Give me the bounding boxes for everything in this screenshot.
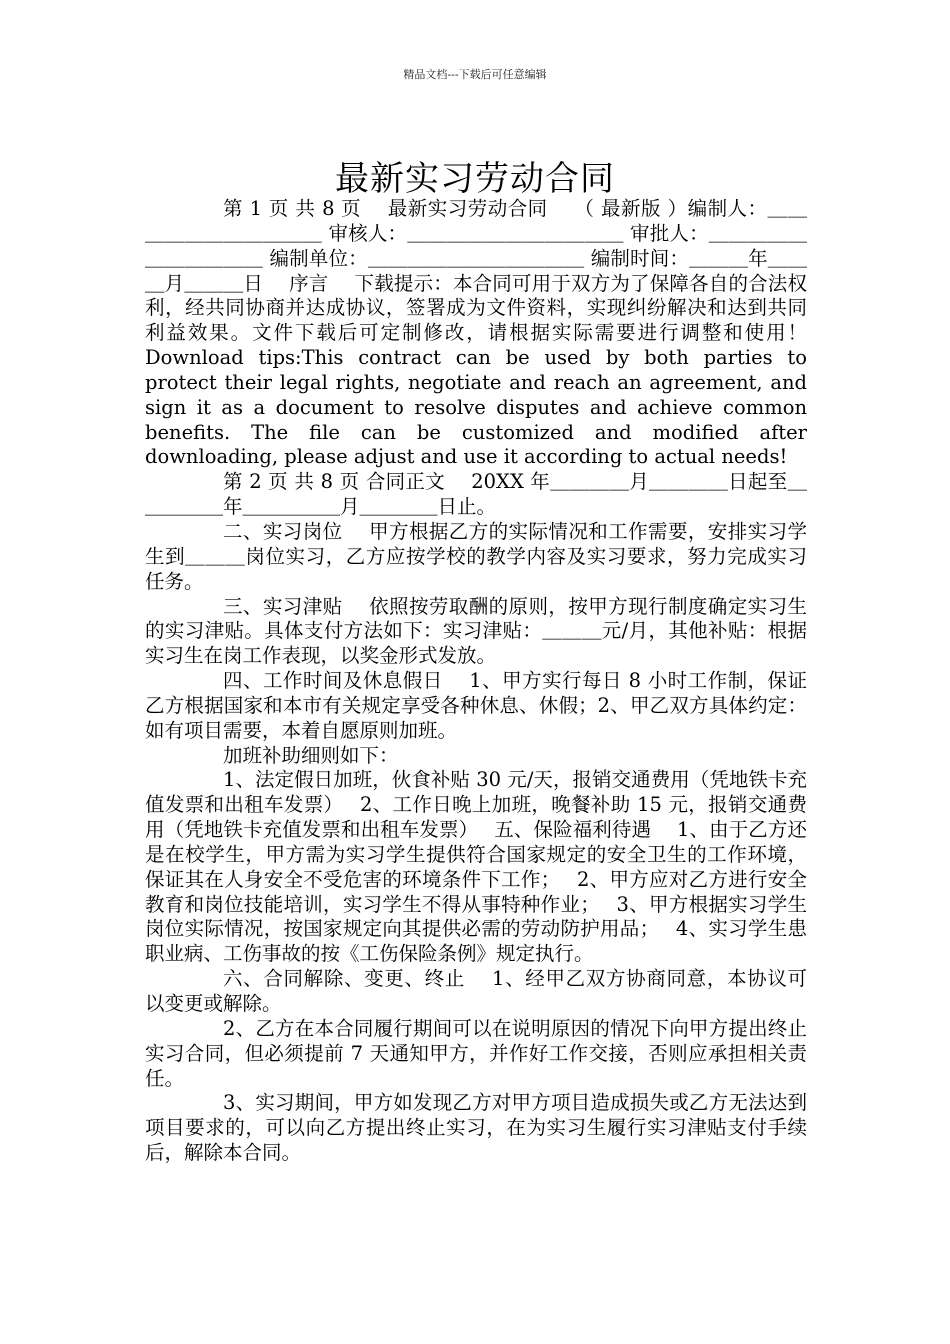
paragraph-term: 第 2 页 共 8 页 合同正文 20XX 年＿＿＿＿月＿＿＿＿日起至＿＿＿＿＿年＿＿＿＿＿月＿＿＿＿日止。 bbox=[145, 470, 807, 519]
paragraph-overtime-heading: 加班补助细则如下： bbox=[223, 743, 399, 767]
paragraph-preamble: 第 1 页 共 8 页 最新实习劳动合同 （ 最新版 ）编制人：＿＿＿＿＿＿＿＿＿＿＿ 审核人：＿＿＿＿＿＿＿＿＿＿＿ 审批人：＿＿＿＿＿＿＿＿＿＿＿ 编制单位：＿＿＿＿＿＿＿＿＿＿＿ 编制时间：＿＿＿年＿＿＿月＿＿＿日 序言 下载提示：本合同可用于双方为了保障各自的合法权利，经共同协商并达成协议，签署成为文件资料，实现纠纷解决和达到共同利益效果。文件下载后可定制修改，请根据实际需要进行调整和使用！ Download tips:This contract can be used by both parties to protect their legal rights, negotiate and reach an agreement, and sign it as a document to resolve disputes and achieve common benefits. The file can be customized and modified after downloading, please adjust and use it according to actual needs! bbox=[145, 197, 807, 469]
paragraph-termination-2: 2、乙方在本合同履行期间可以在说明原因的情况下向甲方提出终止实习合同，但必须提前 7 天通知甲方，并作好工作交接，否则应承担相关责任。 bbox=[145, 1016, 807, 1090]
paragraph-overtime-details: 1、法定假日加班，伙食补贴 30 元/天，报销交通费用（凭地铁卡充值发票和出租车发票） 2、工作日晚上加班，晚餐补助 15 元，报销交通费用（凭地铁卡充值发票和出租车发票） 五、保险福利待遇 1、由于乙方还是在校学生，甲方需为实习学生提供符合国家规定的安全卫生的工作环境，保证其在人身安全不受危害的环境条件下工作； 2、甲方应对乙方进行安全教育和岗位技能培训，实习学生不得从事特种作业； 3、甲方根据实习学生岗位实际情况，按国家规定向其提供必需的劳动防护用品； 4、实习学生患职业病、工伤事故的按《工伤保险条例》规定执行。 bbox=[145, 768, 807, 966]
paragraph-position: 二、实习岗位 甲方根据乙方的实际情况和工作需要，安排实习学生到＿＿＿岗位实习，乙方应按学校的教学内容及实习要求，努力完成实习任务。 bbox=[145, 519, 807, 593]
document-body bbox=[145, 197, 807, 1166]
paragraph-working-hours: 四、工作时间及休息假日 1、甲方实行每日 8 小时工作制，保证乙方根据国家和本市有关规定享受各种休息、休假；2、甲乙双方具体约定：如有项目需要，本着自愿原则加班。 bbox=[145, 669, 807, 742]
paragraph-termination: 六、合同解除、变更、终止 1、经甲乙双方协商同意，本协议可以变更或解除。 bbox=[145, 967, 807, 1015]
document-title: 最新实习劳动合同 bbox=[335, 158, 615, 199]
paragraph-termination-3: 3、实习期间，甲方如发现乙方对甲方项目造成损失或乙方无法达到项目要求的，可以向乙方提出终止实习，在为实习生履行实习津贴支付手续后，解除本合同。 bbox=[145, 1091, 807, 1165]
paragraph-allowance: 三、实习津贴 依照按劳取酬的原则，按甲方现行制度确定实习生的实习津贴。具体支付方法如下：实习津贴：＿＿＿元/月，其他补贴：根据实习生在岗工作表现，以奖金形式发放。 bbox=[145, 594, 807, 668]
header-note: 精品文档---下载后可任意编辑 bbox=[403, 68, 547, 81]
